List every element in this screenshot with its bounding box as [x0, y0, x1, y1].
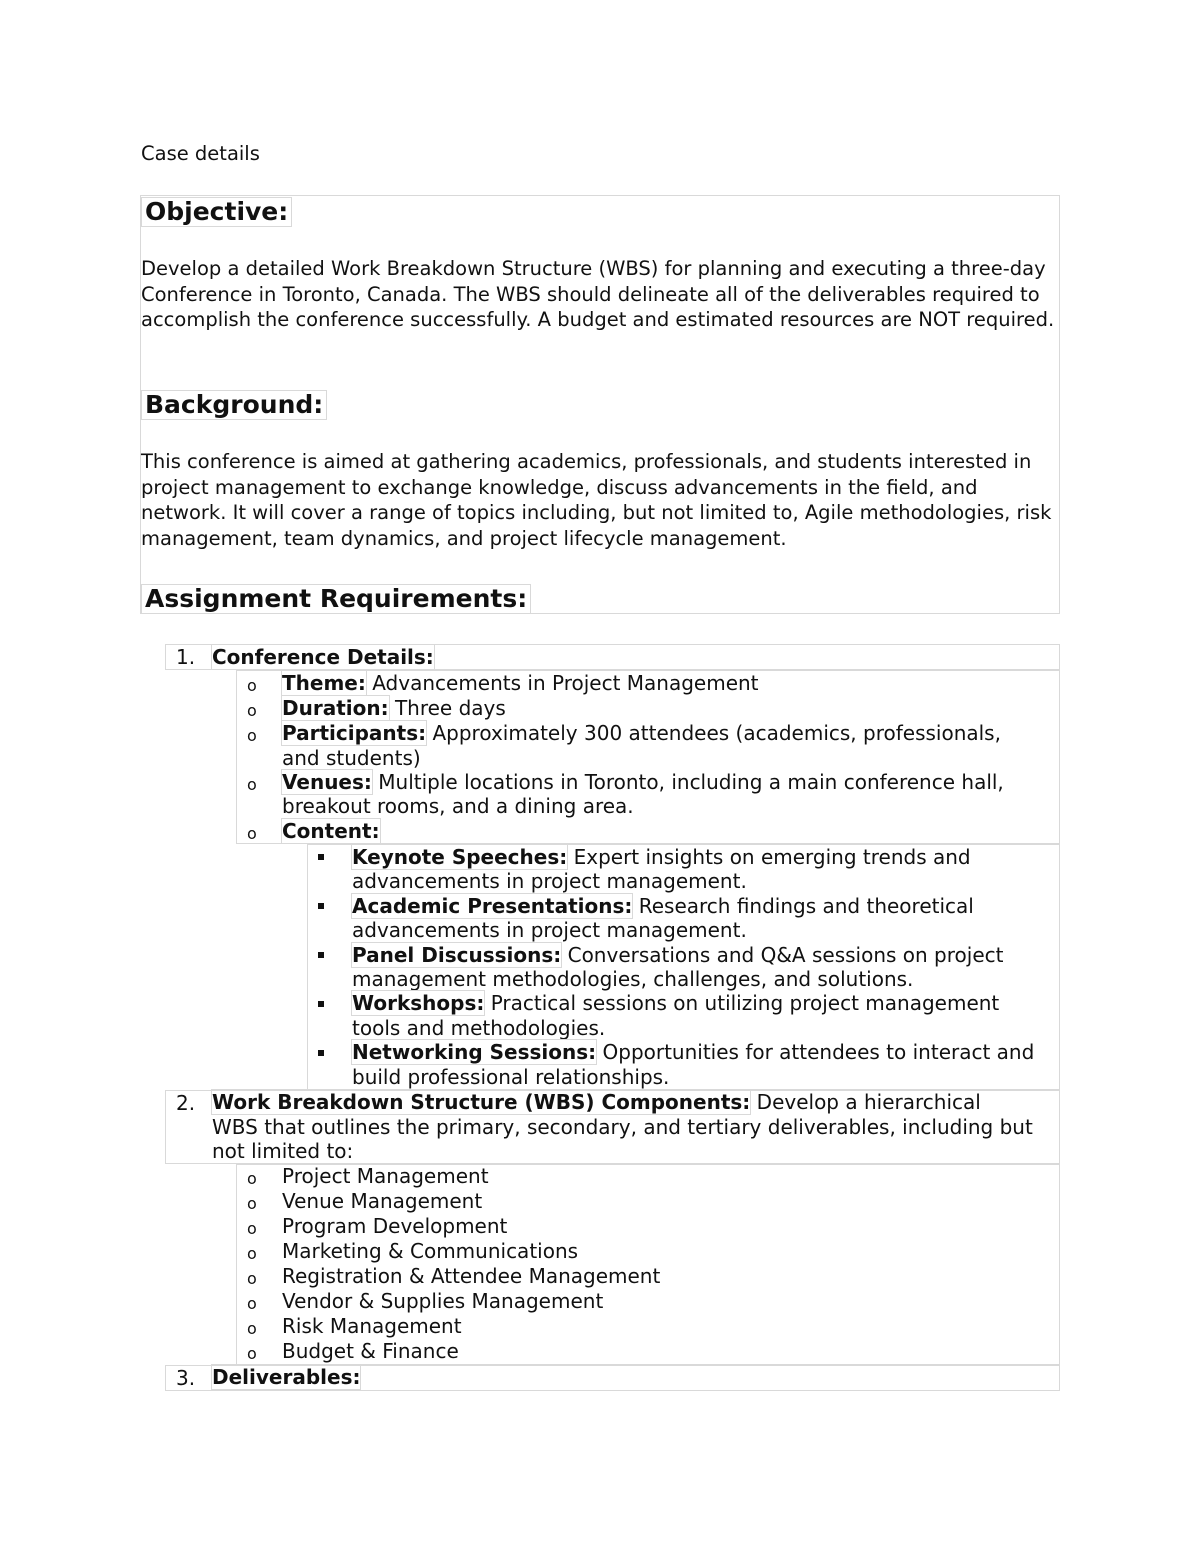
theme-value: Advancements in Project Management — [372, 671, 759, 695]
objective-heading: Objective: — [141, 197, 292, 227]
participants-line — [282, 721, 1001, 746]
keynote-label: Keynote Speeches: — [352, 845, 568, 869]
bullet-circle-icon: o — [247, 1219, 257, 1238]
content-line — [282, 819, 380, 844]
workshops-line — [352, 991, 999, 1016]
component-item: Marketing & Communications — [282, 1239, 579, 1263]
item1-label-line — [212, 645, 434, 670]
item2-value-cont2: not limited to: — [212, 1139, 354, 1163]
keynote-value-cont: advancements in project management. — [352, 869, 747, 893]
venues-label: Venues: — [282, 770, 372, 794]
component-item: Program Development — [282, 1214, 508, 1238]
objective-section — [141, 197, 292, 227]
item2-line — [212, 1090, 981, 1115]
participants-value: Approximately 300 attendees (academics, professionals, — [432, 721, 1001, 745]
venues-value: Multiple locations in Toronto, including a main conference hall, — [378, 770, 1004, 794]
bullet-circle-icon: o — [247, 1344, 257, 1363]
duration-label: Duration: — [282, 696, 389, 720]
item2-value: Develop a hierarchical — [756, 1090, 981, 1114]
panel-line — [352, 943, 1003, 968]
venues-line — [282, 770, 1004, 795]
bullet-square-icon — [318, 903, 324, 909]
component-item: Venue Management — [282, 1189, 483, 1213]
bullet-circle-icon: o — [247, 824, 257, 843]
academic-value: Research findings and theoretical — [638, 894, 974, 918]
venues-value-cont: breakout rooms, and a dining area. — [282, 794, 634, 818]
bullet-circle-icon: o — [247, 1319, 257, 1338]
bullet-square-icon — [318, 854, 324, 860]
theme-label: Theme: — [282, 671, 366, 695]
networking-value: Opportunities for attendees to interact and — [602, 1040, 1035, 1064]
academic-value-cont: advancements in project management. — [352, 918, 747, 942]
participants-label: Participants: — [282, 721, 427, 745]
background-heading: Background: — [141, 390, 327, 420]
panel-value-cont: management methodologies, challenges, and solutions. — [352, 967, 914, 991]
academic-label: Academic Presentations: — [352, 894, 633, 918]
bullet-square-icon — [318, 1050, 324, 1056]
workshops-value-cont: tools and methodologies. — [352, 1016, 606, 1040]
bullet-circle-icon: o — [247, 726, 257, 745]
duration-line — [282, 696, 506, 721]
bullet-circle-icon: o — [247, 1269, 257, 1288]
item3-label: Deliverables: — [212, 1365, 361, 1389]
bullet-circle-icon: o — [247, 1244, 257, 1263]
academic-line — [352, 894, 974, 919]
component-item: Project Management — [282, 1164, 489, 1188]
item3-line — [212, 1365, 360, 1390]
bullet-square-icon — [318, 952, 324, 958]
duration-value: Three days — [394, 696, 506, 720]
component-item: Registration & Attendee Management — [282, 1264, 661, 1288]
case-title: Case details — [141, 142, 260, 165]
content-label: Content: — [282, 819, 380, 843]
panel-label: Panel Discussions: — [352, 943, 562, 967]
component-item: Risk Management — [282, 1314, 462, 1338]
bullet-circle-icon: o — [247, 676, 257, 695]
bullet-circle-icon: o — [247, 775, 257, 794]
keynote-line — [352, 845, 971, 870]
item1-number: 1. — [176, 645, 196, 669]
bullet-circle-icon: o — [247, 1194, 257, 1213]
networking-label: Networking Sessions: — [352, 1040, 597, 1064]
workshops-value: Practical sessions on utilizing project management — [490, 991, 1000, 1015]
bullet-circle-icon: o — [247, 1169, 257, 1188]
bullet-circle-icon: o — [247, 701, 257, 720]
networking-value-cont: build professional relationships. — [352, 1065, 670, 1089]
workshops-label: Workshops: — [352, 991, 485, 1015]
panel-value: Conversations and Q&A sessions on project — [567, 943, 1004, 967]
item1-label: Conference Details: — [212, 645, 434, 669]
background-section — [141, 390, 327, 420]
item3-number: 3. — [176, 1366, 196, 1390]
component-item: Vendor & Supplies Management — [282, 1289, 604, 1313]
requirements-section — [141, 584, 531, 614]
item2-number: 2. — [176, 1091, 196, 1115]
bullet-circle-icon: o — [247, 1294, 257, 1313]
background-body: This conference is aimed at gathering academics, professionals, and students interested in project management to exchange knowledge, discuss advancements in the field, and network. It will cover a range of topics including, but not limited to, Agile methodologies, risk management, team dynamics, and project lifecycle management. — [141, 450, 1052, 550]
item2-label: Work Breakdown Structure (WBS) Components: — [212, 1090, 751, 1114]
networking-line — [352, 1040, 1034, 1065]
component-item: Budget & Finance — [282, 1339, 459, 1363]
objective-body: Develop a detailed Work Breakdown Structure (WBS) for planning and executing a three-day Conference in Toronto, Canada. The WBS should delineate all of the deliverables required to accomplish the conference successfully. A budget and estimated resources are NOT required. — [141, 257, 1055, 332]
item2-value-cont: WBS that outlines the primary, secondary, and tertiary deliverables, including but — [212, 1115, 1033, 1139]
theme-line — [282, 671, 759, 696]
requirements-heading: Assignment Requirements: — [141, 584, 531, 614]
keynote-value: Expert insights on emerging trends and — [573, 845, 971, 869]
bullet-square-icon — [318, 1001, 324, 1007]
participants-value-cont: and students) — [282, 746, 421, 770]
